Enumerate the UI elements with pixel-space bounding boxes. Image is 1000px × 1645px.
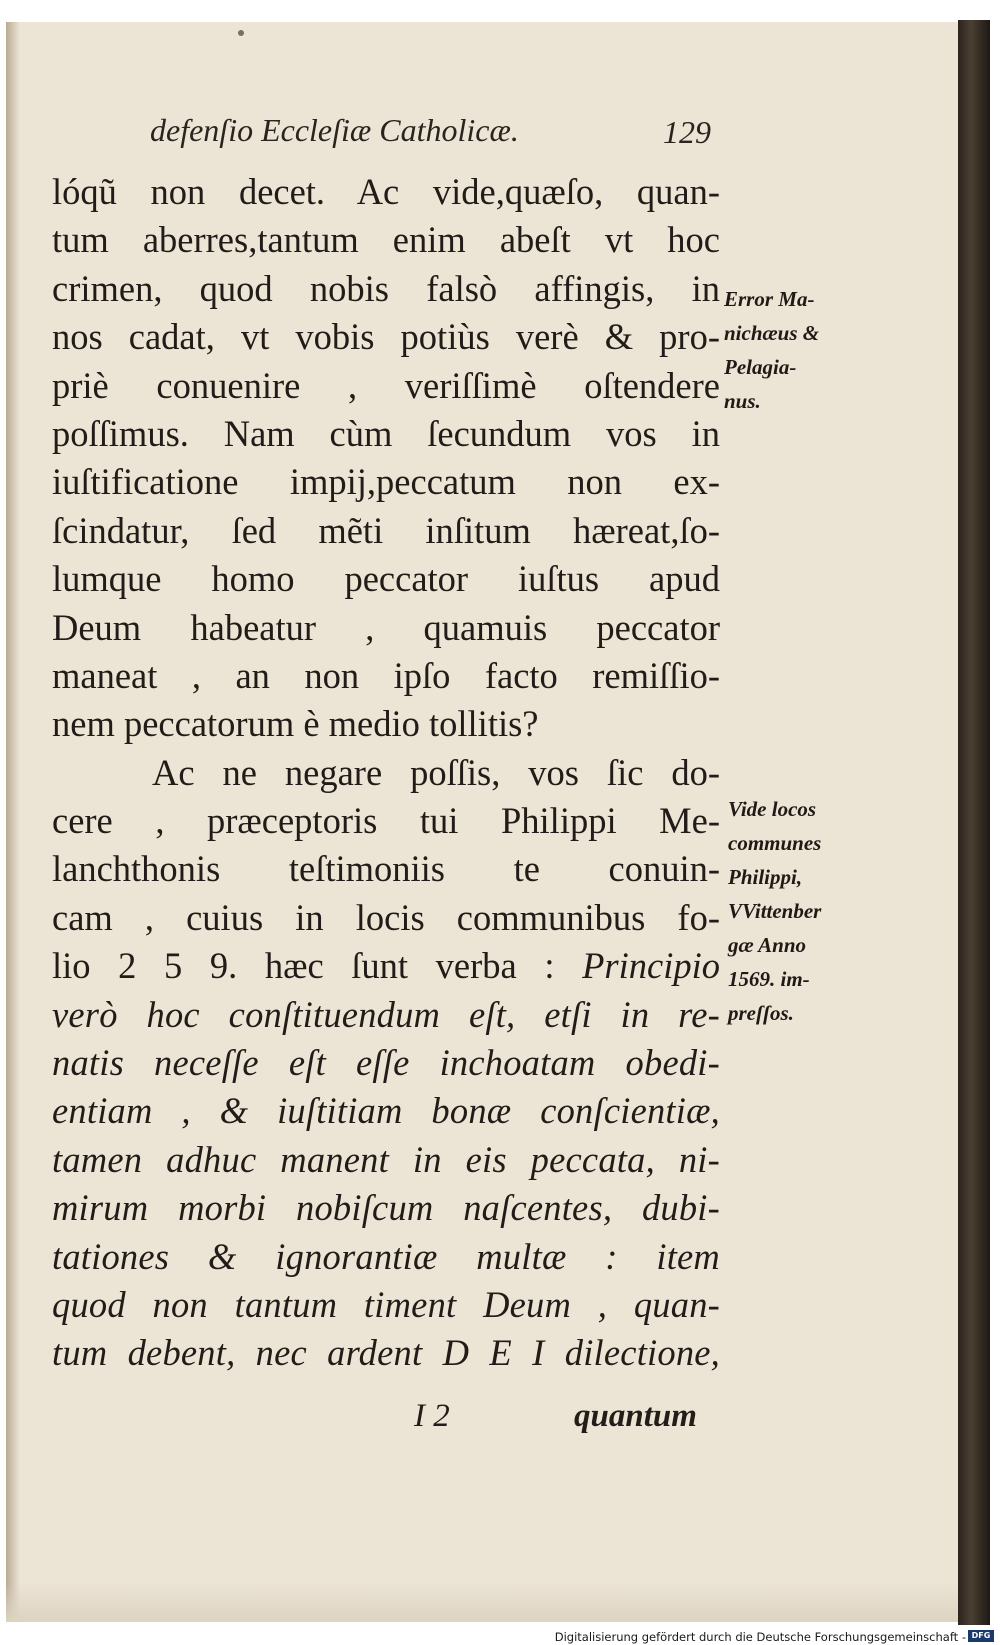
- quotation-line: quod non tantum timent Deum , quan-: [52, 1283, 720, 1325]
- text-line: nos cadat, vt vobis potiùs verè & pro-: [52, 316, 720, 358]
- page-number: 129: [663, 114, 711, 150]
- text-line: cam , cuius in locis communibus fo-: [52, 896, 720, 938]
- marginal-line: VVittenber: [728, 899, 822, 923]
- quotation-line: tamen adhuc manent in eis peccata, ni-: [52, 1138, 720, 1180]
- marginal-line: communes: [728, 831, 822, 855]
- marginal-line: Philippi,: [728, 865, 803, 889]
- dfg-logo-icon: DFG: [968, 1630, 994, 1642]
- quotation-line: tum debent, nec ardent D E I dilectione,: [52, 1332, 720, 1374]
- quotation-line: mirum morbi nobiſcum naſcentes, dubi-: [52, 1187, 720, 1229]
- marginal-line: Vide locos: [728, 797, 817, 821]
- paragraph-first-line: Ac ne negare poſſis, vos ſic do-: [152, 751, 720, 793]
- text-line: iuſtificatione impij,peccatum non ex-: [52, 461, 720, 503]
- text-line: crimen, quod nobis falsò affingis, in: [52, 267, 720, 309]
- text-italic-part: Principio: [582, 945, 721, 987]
- quotation-line: verò hoc conſtituendum eſt, etſi in re-: [52, 993, 720, 1035]
- quotation-line: entiam , & iuſtitiam bonæ conſcientiæ,: [52, 1090, 720, 1132]
- marginal-note-reference: [728, 792, 821, 1030]
- text-line: nem peccatorum è medio tollitis?: [52, 703, 539, 745]
- marginal-line: 1569. im-: [728, 967, 810, 991]
- book-fore-edge: [958, 20, 990, 1625]
- text-line: lumque homo peccator iuſtus apud: [52, 558, 720, 600]
- text-line: tum aberres,tantum enim abeſt vt hoc: [52, 219, 720, 261]
- paper-speck: [238, 30, 244, 36]
- quotation-line: natis neceſſe eſt eſſe inchoatam obedi-: [52, 1042, 720, 1084]
- quotation-line: tationes & ignorantiæ multæ : item: [52, 1235, 720, 1277]
- marginal-note-error: [724, 282, 819, 418]
- text-line: cere , præceptoris tui Philippi Me-: [52, 800, 720, 842]
- text-roman-part: lio 2 5 9. hæc ſunt verba :: [52, 945, 555, 987]
- signature-mark: I 2: [414, 1398, 450, 1434]
- marginal-line: preſſos.: [728, 1001, 794, 1025]
- marginal-line: Pelagia-: [724, 355, 797, 379]
- text-line: priè conuenire , veriſſimè oſtendere: [52, 364, 720, 406]
- text-line: lóqũ non decet. Ac vide,quæſo, quan-: [52, 171, 720, 212]
- main-text-block: [52, 168, 720, 1378]
- text-line: poſſimus. Nam cùm ſecundum vos in: [52, 412, 720, 454]
- marginal-line: nus.: [724, 389, 761, 413]
- catchword: quantum: [574, 1398, 697, 1434]
- text-line: maneat , an non ipſo facto remiſſio-: [52, 654, 720, 696]
- text-line-mixed: [52, 942, 720, 990]
- text-line: ſcindatur, ſed mẽti inſitum hæreat,ſo-: [52, 509, 720, 551]
- running-title: defenſio Eccleſiæ Catholicæ.: [150, 112, 519, 148]
- marginal-line: gæ Anno: [728, 933, 807, 957]
- funding-notice: Digitalisierung gefördert durch die Deutsche Forschungsgemeinschaft -: [554, 1630, 966, 1644]
- marginal-line: nichæus &: [724, 321, 820, 345]
- text-line: Deum habeatur , quamuis peccator: [52, 606, 720, 648]
- text-line: lanchthonis teſtimoniis te conuin-: [52, 848, 720, 890]
- marginal-line: Error Ma-: [724, 287, 815, 311]
